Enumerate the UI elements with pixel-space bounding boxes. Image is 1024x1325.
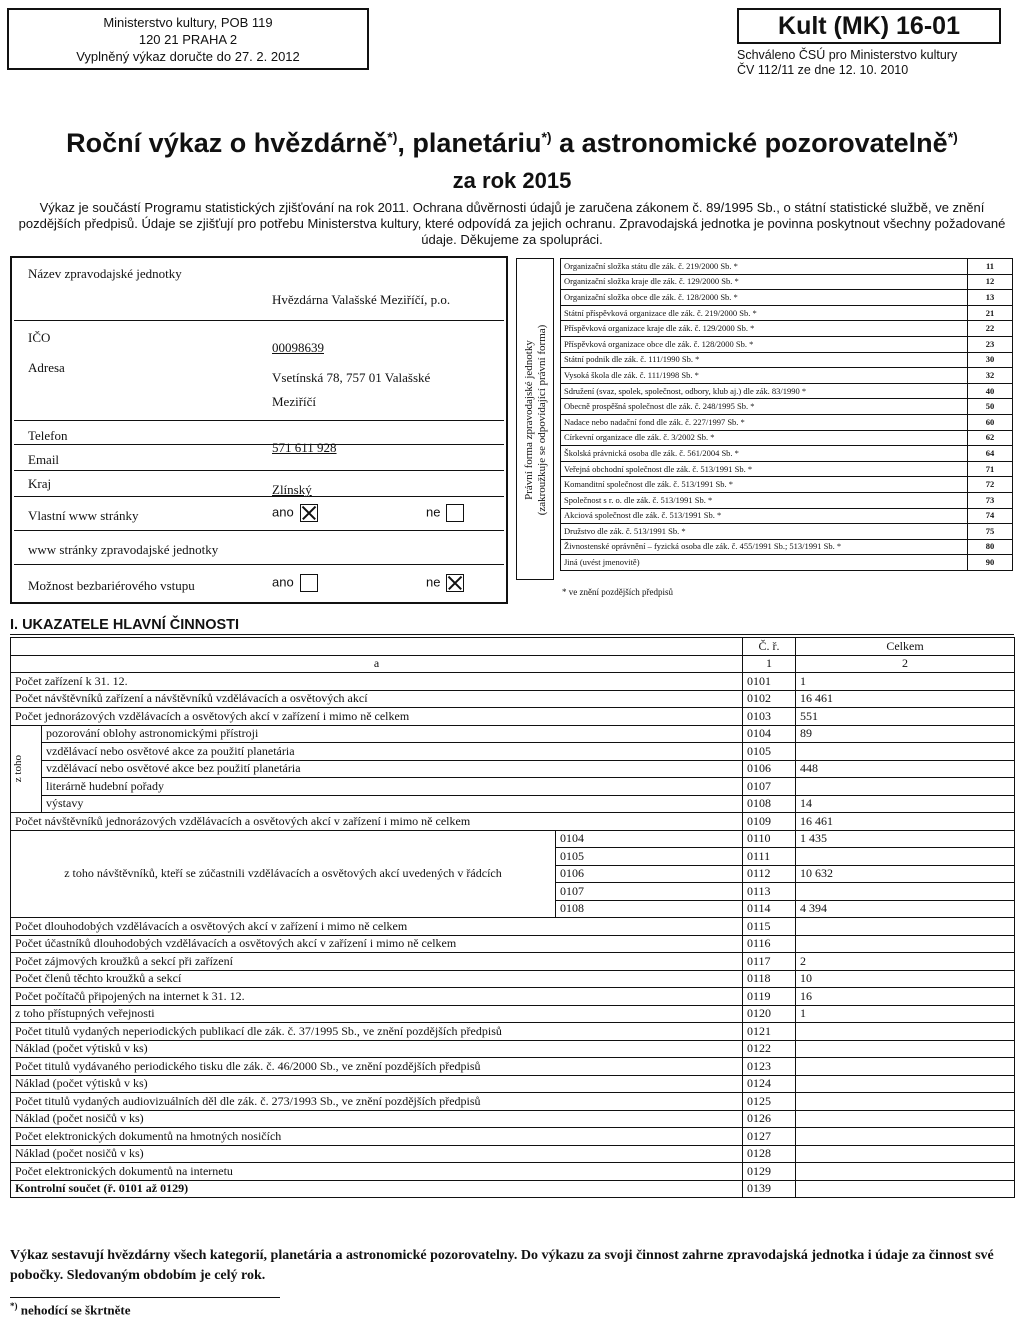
header-row xyxy=(11,655,1015,673)
accessibility-yes[interactable] xyxy=(272,574,318,592)
row-label: Náklad (počet nosičů v ks) xyxy=(11,1110,743,1128)
row-value[interactable] xyxy=(796,1180,1015,1198)
accessibility-yes-checkbox[interactable] xyxy=(300,574,318,592)
row-code: 0122 xyxy=(743,1040,796,1058)
row-code: 0113 xyxy=(743,883,796,901)
row-code: 0128 xyxy=(743,1145,796,1163)
divider xyxy=(14,470,504,471)
table-row xyxy=(11,673,1015,691)
row-value[interactable]: 448 xyxy=(796,760,1015,778)
legal-form-name: Organizační složka kraje dle zák. č. 129/2000 Sb. * xyxy=(561,274,968,290)
row-value[interactable]: 16 xyxy=(796,988,1015,1006)
table-row xyxy=(11,760,1015,778)
footnote-mark: *) xyxy=(541,129,552,145)
row-code: 0110 xyxy=(743,830,796,848)
legal-form-name: Organizační složka obce dle zák. č. 128/2000 Sb. * xyxy=(561,290,968,306)
row-value[interactable]: 16 461 xyxy=(796,690,1015,708)
header-cell xyxy=(11,638,743,656)
row-code: 0124 xyxy=(743,1075,796,1093)
legal-form-name: Akciová společnost dle zák. č. 513/1991 Sb. * xyxy=(561,508,968,524)
table-row xyxy=(11,1058,1015,1076)
title-part2: , planetáriu xyxy=(397,128,542,158)
indicators-table xyxy=(10,637,1015,1198)
table-row xyxy=(11,1005,1015,1023)
row-label: Počet návštěvníků jednorázových vzdělávacích a osvětových akcí v zařízení i mimo ně celkem xyxy=(11,813,743,831)
row-code: 0109 xyxy=(743,813,796,831)
table-row xyxy=(11,778,1015,796)
row-code: 0103 xyxy=(743,708,796,726)
legal-form-name: Státní příspěvková organizace dle zák. č. 219/2000 Sb. * xyxy=(561,305,968,321)
row-value[interactable]: 89 xyxy=(796,725,1015,743)
page-subtitle: za rok 2015 xyxy=(452,168,572,193)
col-2-header: 2 xyxy=(796,655,1015,673)
legal-form-code[interactable]: 12 xyxy=(968,274,1013,290)
table-row xyxy=(11,725,1015,743)
row-code: 0126 xyxy=(743,1110,796,1128)
row-code: 0123 xyxy=(743,1058,796,1076)
ref-row: 0107 xyxy=(556,883,743,901)
row-label: Náklad (počet výtisků v ks) xyxy=(11,1040,743,1058)
website-no-checkbox[interactable] xyxy=(446,504,464,522)
legal-form-row[interactable] xyxy=(561,399,1013,415)
table-row xyxy=(11,1093,1015,1111)
approval-line2: ČV 112/11 ze dne 12. 10. 2010 xyxy=(737,63,909,77)
row-value[interactable]: 14 xyxy=(796,795,1015,813)
row-label: Náklad (počet nosičů v ks) xyxy=(11,1145,743,1163)
row-value[interactable] xyxy=(796,1040,1015,1058)
row-code: 0127 xyxy=(743,1128,796,1146)
divider xyxy=(14,530,504,531)
row-value[interactable]: 551 xyxy=(796,708,1015,726)
legal-form-code[interactable]: 60 xyxy=(968,414,1013,430)
table-row xyxy=(11,813,1015,831)
ref-row: 0104 xyxy=(556,830,743,848)
legal-form-side-label xyxy=(516,258,554,580)
legal-form-row[interactable] xyxy=(561,368,1013,384)
table-row xyxy=(11,1040,1015,1058)
row-code: 0101 xyxy=(743,673,796,691)
row-label: Počet titulů vydaných neperiodických publikací dle zák. č. 37/1995 Sb., ve znění pozdějších předpisů xyxy=(11,1023,743,1041)
legal-side-line2: (zakroužkuje se odpovídající právní forma) xyxy=(536,324,548,516)
email-label: Email xyxy=(28,452,60,467)
row-code: 0105 xyxy=(743,743,796,761)
legal-form-name: Příspěvková organizace kraje dle zák. č. 129/2000 Sb. * xyxy=(561,321,968,337)
legal-form-code[interactable]: 62 xyxy=(968,430,1013,446)
z-toho-label: z toho xyxy=(12,755,24,783)
approval-line1: Schváleno ČSÚ pro Ministerstvo kultury xyxy=(737,48,958,62)
website-no[interactable] xyxy=(426,504,464,522)
footnote-mark: *) xyxy=(947,129,958,145)
row-code: 0125 xyxy=(743,1093,796,1111)
section-rule xyxy=(10,634,1014,635)
legal-form-name: Sdružení (svaz, spolek, společnost, odbory, klub aj.) dle zák. 83/1990 * xyxy=(561,383,968,399)
legal-form-row[interactable] xyxy=(561,461,1013,477)
ref-row: 0108 xyxy=(556,900,743,918)
ico-label: IČO xyxy=(28,330,51,345)
row-label: Počet účastníků dlouhodobých vzdělávacích a osvětových akcí v zařízení i mimo ně celkem xyxy=(11,935,743,953)
ico-value[interactable]: 00098639 xyxy=(272,340,324,355)
legal-form-row[interactable] xyxy=(561,555,1013,571)
row-code: 0116 xyxy=(743,935,796,953)
ref-row: 0106 xyxy=(556,865,743,883)
legal-form-code[interactable]: 13 xyxy=(968,290,1013,306)
row-label: Počet členů těchto kroužků a sekcí xyxy=(11,970,743,988)
table-row xyxy=(11,743,1015,761)
row-value[interactable]: 4 394 xyxy=(796,900,1015,918)
yes-label: ano xyxy=(272,504,294,520)
legal-form-code[interactable]: 72 xyxy=(968,477,1013,493)
legal-form-code[interactable]: 75 xyxy=(968,524,1013,540)
footer-rule xyxy=(10,1297,280,1298)
legal-form-name: Organizační složka státu dle zák. č. 219/2000 Sb. * xyxy=(561,259,968,275)
row-code: 0129 xyxy=(743,1163,796,1181)
section-title: I. UKAZATELE HLAVNÍ ČINNOSTI xyxy=(10,617,240,633)
legal-form-row[interactable] xyxy=(561,430,1013,446)
address-line1[interactable]: Vsetínská 78, 757 01 Valašské xyxy=(272,370,431,385)
legal-form-name: Příspěvková organizace obce dle zák. č. 128/2000 Sb. * xyxy=(561,336,968,352)
row-label: pozorování oblohy astronomickými přístroji xyxy=(42,725,743,743)
row-value[interactable] xyxy=(796,1075,1015,1093)
row-value[interactable] xyxy=(796,1145,1015,1163)
page-title xyxy=(0,128,1024,159)
table-row xyxy=(11,953,1015,971)
legal-form-code[interactable]: 22 xyxy=(968,321,1013,337)
table-row xyxy=(11,690,1015,708)
legal-form-code[interactable]: 32 xyxy=(968,368,1013,384)
row-value[interactable] xyxy=(796,1110,1015,1128)
ref-row: 0105 xyxy=(556,848,743,866)
col-a-header: a xyxy=(11,655,743,673)
accessibility-label: Možnost bezbariérového vstupu xyxy=(28,578,195,593)
legal-form-code[interactable]: 64 xyxy=(968,446,1013,462)
sender-box xyxy=(7,8,369,70)
unit-info-box xyxy=(10,256,508,604)
row-code: 0120 xyxy=(743,1005,796,1023)
row-label: Počet titulů vydávaného periodického tisku dle zák. č. 46/2000 Sb., ve znění pozdějších předpisů xyxy=(11,1058,743,1076)
row-label: výstavy xyxy=(42,795,743,813)
row-value[interactable] xyxy=(796,1058,1015,1076)
footer-note-mark: *) xyxy=(10,1301,18,1311)
table-row xyxy=(11,1145,1015,1163)
row-code: 0106 xyxy=(743,760,796,778)
legal-form-row[interactable] xyxy=(561,383,1013,399)
row-value[interactable] xyxy=(796,1128,1015,1146)
row-label: vzdělávací nebo osvětové akce za použití planetária xyxy=(42,743,743,761)
table-row xyxy=(11,1163,1015,1181)
legal-form-code[interactable]: 50 xyxy=(968,399,1013,415)
row-value[interactable]: 1 xyxy=(796,673,1015,691)
title-part3: a astronomické pozorovatelně xyxy=(551,128,948,158)
table-row xyxy=(11,970,1015,988)
row-value[interactable]: 10 xyxy=(796,970,1015,988)
legal-form-row[interactable] xyxy=(561,477,1013,493)
row-code: 0121 xyxy=(743,1023,796,1041)
row-value[interactable] xyxy=(796,935,1015,953)
row-value[interactable]: 16 461 xyxy=(796,813,1015,831)
row-value[interactable]: 2 xyxy=(796,953,1015,971)
row-value[interactable] xyxy=(796,883,1015,901)
accessibility-no[interactable] xyxy=(426,574,464,592)
yes-label: ano xyxy=(272,574,294,590)
legal-form-code[interactable]: 71 xyxy=(968,461,1013,477)
legal-form-name: Vysoká škola dle zák. č. 111/1998 Sb. * xyxy=(561,368,968,384)
table-row xyxy=(11,1075,1015,1093)
table-row xyxy=(11,935,1015,953)
legal-form-name: Komanditní společnost dle zák. č. 513/1991 Sb. * xyxy=(561,477,968,493)
row-value[interactable] xyxy=(796,848,1015,866)
row-value[interactable]: 1 435 xyxy=(796,830,1015,848)
row-code: 0139 xyxy=(743,1180,796,1198)
legal-form-row[interactable] xyxy=(561,508,1013,524)
legal-form-row[interactable] xyxy=(561,290,1013,306)
sender-line1: Ministerstvo kultury, POB 119 xyxy=(103,15,273,30)
legal-form-code[interactable]: 74 xyxy=(968,508,1013,524)
address-line2[interactable]: Meziříčí xyxy=(272,394,317,409)
row-label: Počet elektronických dokumentů na internetu xyxy=(11,1163,743,1181)
row-code: 0115 xyxy=(743,918,796,936)
row-label: Kontrolní součet (ř. 0101 až 0129) xyxy=(11,1180,743,1198)
row-label: Počet jednorázových vzdělávacích a osvětových akcí v zařízení i mimo ně celkem xyxy=(11,708,743,726)
approval xyxy=(737,48,1017,78)
legal-form-name: Obecně prospěšná společnost dle zák. č. 248/1995 Sb. * xyxy=(561,399,968,415)
legal-form-code[interactable]: 30 xyxy=(968,352,1013,368)
table-row xyxy=(11,988,1015,1006)
row-code: 0119 xyxy=(743,988,796,1006)
row-code: 0117 xyxy=(743,953,796,971)
legal-form-row[interactable] xyxy=(561,305,1013,321)
z-toho-cell xyxy=(11,725,42,813)
table-row xyxy=(11,1110,1015,1128)
row-label: Počet návštěvníků zařízení a návštěvníků vzdělávacích a osvětových akcí xyxy=(11,690,743,708)
row-code: 0102 xyxy=(743,690,796,708)
legal-form-row[interactable] xyxy=(561,524,1013,540)
row-label: Počet počítačů připojených na internet k 31. 12. xyxy=(11,988,743,1006)
row-label: Náklad (počet výtisků v ks) xyxy=(11,1075,743,1093)
row-label: Počet dlouhodobých vzdělávacích a osvětových akcí v zařízení i mimo ně celkem xyxy=(11,918,743,936)
phone-value[interactable]: 571 611 928 xyxy=(272,440,337,455)
legal-form-table xyxy=(560,258,1013,571)
legal-form-name: Veřejná obchodní společnost dle zák. č. 513/1991 Sb. * xyxy=(561,461,968,477)
unit-name-value[interactable]: Hvězdárna Valašské Meziříčí, p.o. xyxy=(272,292,451,307)
table-row xyxy=(11,1023,1015,1041)
legal-form-code[interactable]: 80 xyxy=(968,539,1013,555)
no-label: ne xyxy=(426,504,441,520)
website-yes[interactable] xyxy=(272,504,318,522)
divider xyxy=(14,564,504,565)
legal-form-code[interactable]: 21 xyxy=(968,305,1013,321)
row-code: 0112 xyxy=(743,865,796,883)
website-url-label: www stránky zpravodajské jednotky xyxy=(28,542,219,557)
region-value[interactable]: Zlínský xyxy=(272,482,312,497)
table-row xyxy=(11,708,1015,726)
row-value[interactable] xyxy=(796,1093,1015,1111)
footer-text: Výkaz sestavují hvězdárny všech kategorií, planetária a astronomické pozorovatelny. Do výkazu za svoji činnost zahrne zpravodajská jednotka i údaje za činnost své pobočky. Sledovaným obdobím je celý rok. xyxy=(10,1248,994,1283)
website-label: Vlastní www stránky xyxy=(28,508,139,523)
header-row xyxy=(11,638,1015,656)
row-label: literárně hudební pořady xyxy=(42,778,743,796)
legal-form-name: Společnost s r. o. dle zák. č. 513/1991 Sb. * xyxy=(561,492,968,508)
legal-form-code[interactable]: 40 xyxy=(968,383,1013,399)
accessibility-no-checkbox[interactable] xyxy=(446,574,464,592)
row-label: Počet zájmových kroužků a sekcí při zařízení xyxy=(11,953,743,971)
legal-form-row[interactable] xyxy=(561,259,1013,275)
row-code: 0111 xyxy=(743,848,796,866)
visitors-from-rows-label: z toho návštěvníků, kteří se zúčastnili vzdělávacích a osvětových akcí uvedených v řádcích xyxy=(11,830,556,918)
no-label: ne xyxy=(426,574,441,590)
legal-form-row[interactable] xyxy=(561,492,1013,508)
footnote-mark: *) xyxy=(387,129,398,145)
legal-form-name: Školská právnická osoba dle zák. č. 561/2004 Sb. * xyxy=(561,446,968,462)
sender-line2: 120 21 PRAHA 2 xyxy=(138,32,238,47)
col-total-header: Celkem xyxy=(796,638,1015,656)
phone-label: Telefon xyxy=(28,428,68,443)
legal-form-code[interactable]: 23 xyxy=(968,336,1013,352)
legal-form-code[interactable]: 90 xyxy=(968,555,1013,571)
row-label: z toho přístupných veřejnosti xyxy=(11,1005,743,1023)
row-code: 0104 xyxy=(743,725,796,743)
legal-form-row[interactable] xyxy=(561,446,1013,462)
footer-note-text: nehodící se škrtněte xyxy=(17,1302,131,1318)
title-part1: Roční výkaz o hvězdárně xyxy=(66,128,388,158)
divider xyxy=(14,420,504,421)
row-value[interactable] xyxy=(796,918,1015,936)
legal-form-name: Živnostenské oprávnění – fyzická osoba dle zák. č. 455/1991 Sb.; 513/1991 Sb. * xyxy=(561,539,968,555)
row-code: 0114 xyxy=(743,900,796,918)
divider xyxy=(14,444,504,445)
row-value[interactable] xyxy=(796,1023,1015,1041)
legal-form-code[interactable]: 11 xyxy=(968,259,1013,275)
divider xyxy=(14,496,504,497)
legal-form-row[interactable] xyxy=(561,336,1013,352)
form-code: Kult (MK) 16-01 xyxy=(737,8,1001,44)
row-code: 0118 xyxy=(743,970,796,988)
legal-note: * ve znění pozdějších předpisů xyxy=(562,587,673,597)
table-row xyxy=(11,1128,1015,1146)
unit-name-label: Název zpravodajské jednotky xyxy=(28,266,182,281)
legal-form-row[interactable] xyxy=(561,539,1013,555)
deadline: Vyplněný výkaz doručte do 27. 2. 2012 xyxy=(76,49,300,64)
legal-form-name: Církevní organizace dle zák. č. 3/2002 Sb. * xyxy=(561,430,968,446)
legal-form-row[interactable] xyxy=(561,321,1013,337)
legal-form-row[interactable] xyxy=(561,414,1013,430)
row-value[interactable]: 10 632 xyxy=(796,865,1015,883)
table-row xyxy=(11,830,1015,848)
website-yes-checkbox[interactable] xyxy=(300,504,318,522)
row-code: 0107 xyxy=(743,778,796,796)
legal-side-line1: Právní forma zpravodajské jednotky xyxy=(523,340,535,500)
row-value[interactable] xyxy=(796,743,1015,761)
legal-form-name: Jiná (uvést jmenovitě) xyxy=(561,555,968,571)
row-label: vzdělávací nebo osvětové akce bez použití planetária xyxy=(42,760,743,778)
row-label: Počet elektronických dokumentů na hmotných nosičích xyxy=(11,1128,743,1146)
address-label: Adresa xyxy=(28,360,65,375)
footer-note xyxy=(10,1301,131,1318)
table-row xyxy=(11,918,1015,936)
legal-form-name: Nadace nebo nadační fond dle zák. č. 227/1997 Sb. * xyxy=(561,414,968,430)
legal-form-name: Státní podnik dle zák. č. 111/1990 Sb. * xyxy=(561,352,968,368)
row-code: 0108 xyxy=(743,795,796,813)
intro-text: Výkaz je součástí Programu statistických zjišťování na rok 2011. Ochrana důvěrnosti údajů je zaručena zákonem č. 89/1995 Sb., o státní statistické službě, ve znění pozdějších předpisů. Údaje se zjišťují pro potřebu Ministerstva kultury, které odpovídá za jejich ochranu. Zpravodajská jednotka je povinna poskytnout všechny požadované údaje. Děkujeme za spolupráci. xyxy=(18,200,1006,247)
legal-form-name: Družstvo dle zák. č. 513/1991 Sb. * xyxy=(561,524,968,540)
region-label: Kraj xyxy=(28,476,52,491)
col-row-header: Č. ř. xyxy=(743,638,796,656)
legal-form-code[interactable]: 73 xyxy=(968,492,1013,508)
divider xyxy=(14,320,504,321)
table-row xyxy=(11,795,1015,813)
legal-form-row[interactable] xyxy=(561,352,1013,368)
row-value[interactable] xyxy=(796,778,1015,796)
row-label: Počet titulů vydaných audiovizuálních děl dle zák. č. 273/1993 Sb., ve znění pozdějších předpisů xyxy=(11,1093,743,1111)
legal-form-row[interactable] xyxy=(561,274,1013,290)
row-label: Počet zařízení k 31. 12. xyxy=(11,673,743,691)
row-value[interactable]: 1 xyxy=(796,1005,1015,1023)
row-value[interactable] xyxy=(796,1163,1015,1181)
col-1-header: 1 xyxy=(743,655,796,673)
table-row xyxy=(11,1180,1015,1198)
